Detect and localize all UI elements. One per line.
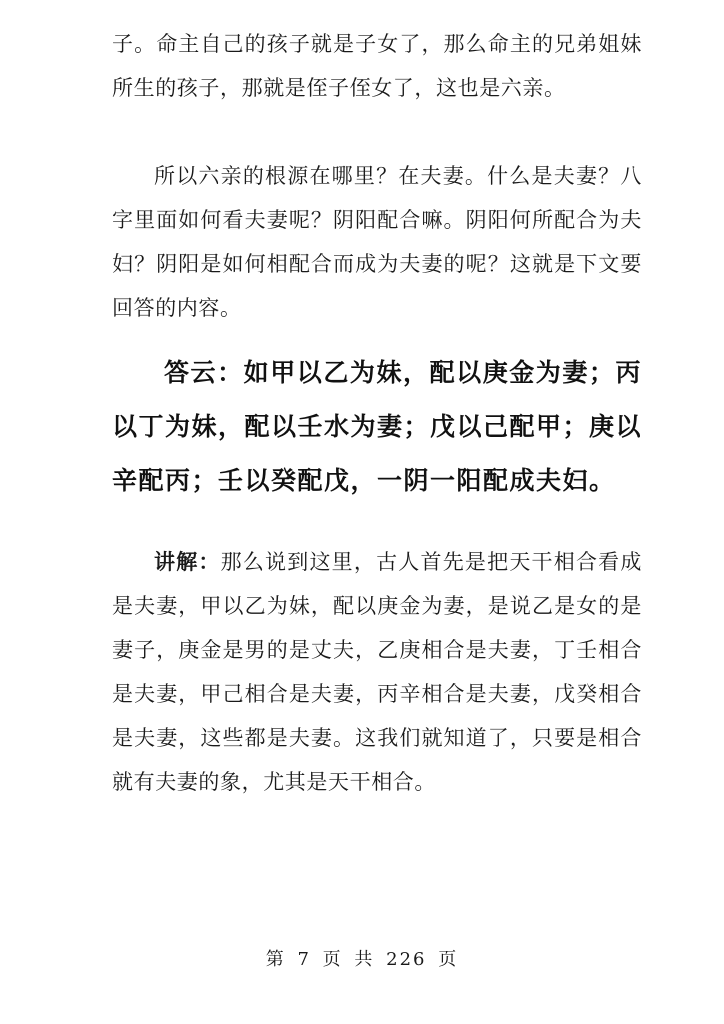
explanation-label: 讲解： <box>154 550 221 574</box>
total-page-count: 226 <box>386 949 427 970</box>
paragraph-continuation: 子。命主自己的孩子就是子女了，那么命主的兄弟姐妹所生的孩子，那就是侄子侄女了，这也是六亲。 <box>112 32 642 100</box>
page-footer <box>0 948 724 972</box>
footer-prefix: 第 <box>265 949 286 970</box>
footer-total-word: 共 <box>354 949 375 970</box>
paragraph-explanation <box>112 540 642 804</box>
paragraph-six-relatives: 所以六亲的根源在哪里？在夫妻。什么是夫妻？八字里面如何看夫妻呢？阴阳配合嘛。阴阳何所配合为夫妇？阴阳是如何相配合而成为夫妻的呢？这就是下文要回答的内容。 <box>112 164 642 320</box>
explanation-text: 那么说到这里，古人首先是把天干相合看成是夫妻，甲以乙为妹，配以庚金为妻，是说乙是女的是妻子，庚金是男的是丈夫，乙庚相合是夫妻，丁壬相合是夫妻，甲己相合是夫妻，丙辛相合是夫妻，戊癸相合是夫妻，这些都是夫妻。这我们就知道了，只要是相合就有夫妻的象，尤其是天干相合。 <box>112 550 642 794</box>
quoted-answer-text: 答云：如甲以乙为妹，配以庚金为妻；丙以丁为妹，配以壬水为妻；戊以己配甲；庚以辛配丙；壬以癸配戊，一阴一阳配成夫妇。 <box>112 358 643 495</box>
footer-page-word: 页 <box>322 949 343 970</box>
current-page-number: 7 <box>297 949 311 970</box>
footer-suffix: 页 <box>438 949 459 970</box>
